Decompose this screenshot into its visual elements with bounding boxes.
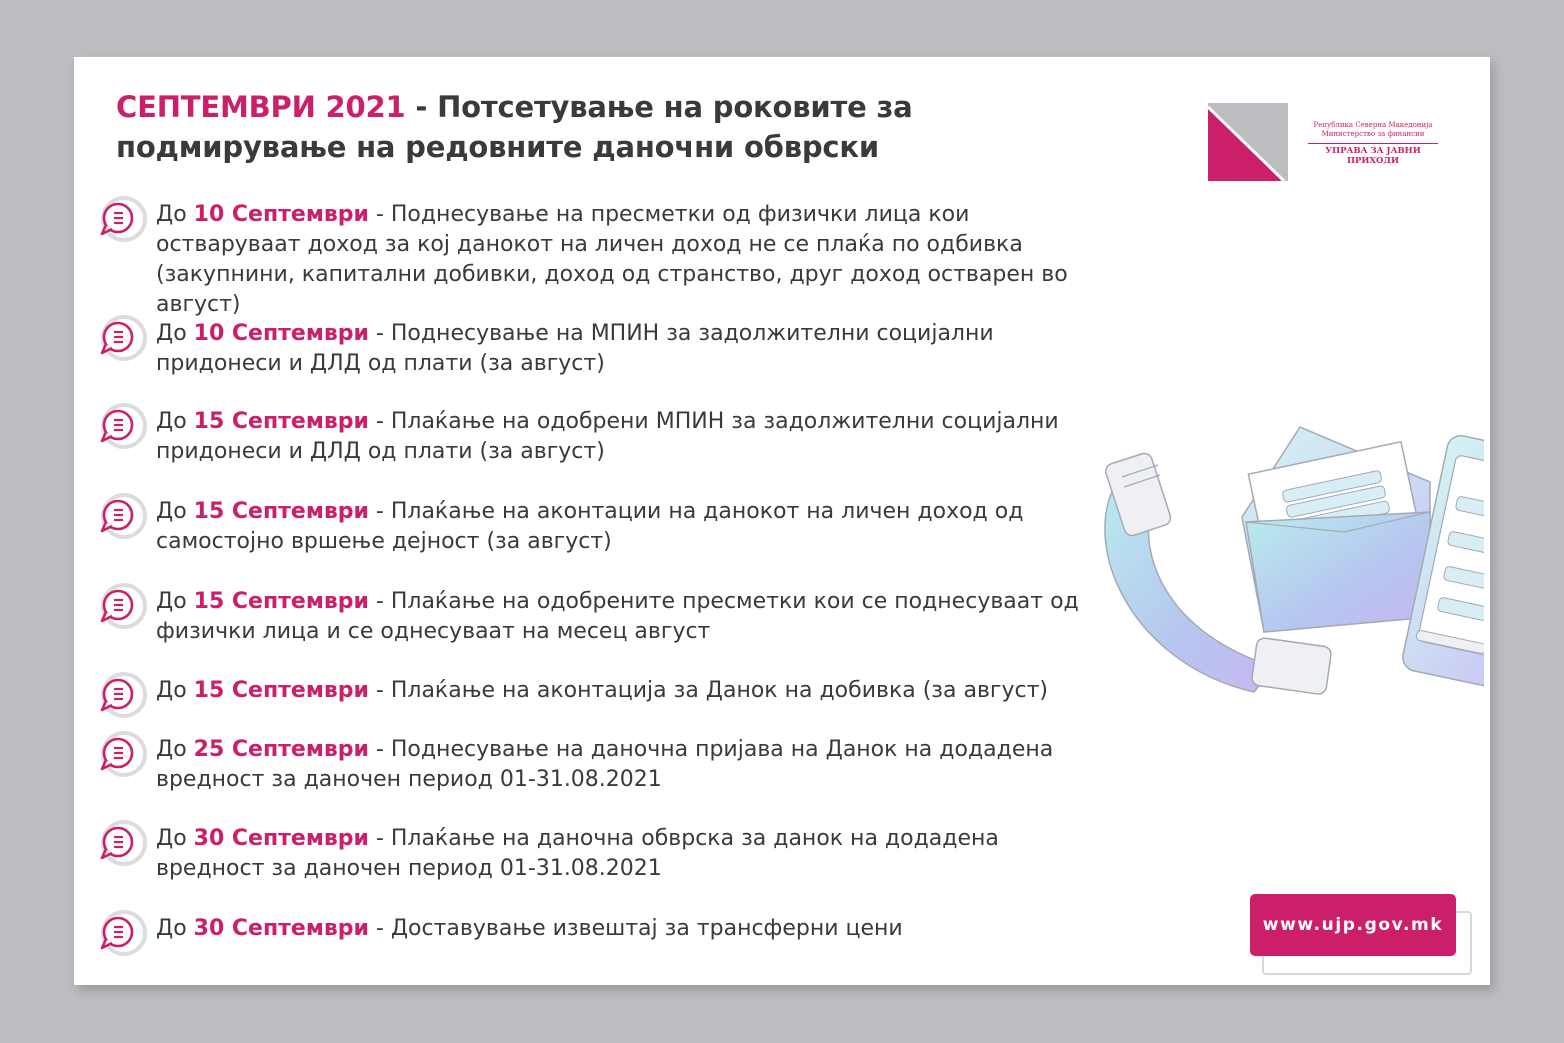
page-title bbox=[116, 87, 1016, 167]
deadline-description: - Плаќање на даночна обврска за данок на додадена вредност за даночен период 01-31.08.2021 bbox=[156, 826, 999, 881]
deadline-text bbox=[156, 587, 1106, 647]
deadline-description: - Плаќање на аконтации на данокот на личен доход од самостојно вршење дејност (за август) bbox=[156, 499, 1024, 554]
deadline-prefix: До bbox=[156, 321, 194, 346]
chat-bubble-icon bbox=[94, 727, 148, 781]
deadline-description: - Поднесување на пресметки од физички лица кои остваруваат доход за кој данокот на личен доход не се плаќа по одбивка (закупнини, капитални добивки, доход од странство, друг доход остварен во август) bbox=[156, 202, 1068, 317]
deadline-date: 15 Септември bbox=[193, 409, 369, 434]
deadline-date: 30 Септември bbox=[193, 826, 369, 851]
chat-bubble-icon bbox=[94, 579, 148, 633]
deadline-prefix: До bbox=[156, 737, 194, 762]
deadline-prefix: До bbox=[156, 409, 194, 434]
deadline-date: 15 Септември bbox=[193, 589, 369, 614]
deadline-date: 15 Септември bbox=[193, 678, 369, 703]
chat-bubble-icon bbox=[94, 192, 148, 246]
title-rest: - Потсетување на роковите за подмирување на редовните даночни обврски bbox=[116, 90, 913, 164]
deadline-description: - Плаќање на аконтација за Данок на добивка (за август) bbox=[368, 678, 1048, 703]
deadline-description: - Поднесување на даночна пријава на Данок на додадена вредност за даночен период 01-31.08.2021 bbox=[156, 737, 1054, 792]
deadline-date: 10 Септември bbox=[193, 321, 369, 346]
chat-bubble-icon bbox=[94, 816, 148, 870]
deadline-text bbox=[156, 319, 1106, 379]
chat-bubble-icon bbox=[94, 489, 148, 543]
deadline-prefix: До bbox=[156, 202, 194, 227]
chat-bubble-icon bbox=[94, 668, 148, 722]
chat-bubble-icon bbox=[94, 906, 148, 960]
deadline-text bbox=[156, 407, 1106, 467]
deadline-text bbox=[156, 497, 1106, 557]
deadline-prefix: До bbox=[156, 499, 194, 524]
deadline-date: 25 Септември bbox=[193, 737, 369, 762]
deadline-date: 30 Септември bbox=[193, 916, 369, 941]
deadline-text bbox=[156, 735, 1106, 795]
chat-bubble-icon bbox=[94, 311, 148, 365]
chat-bubble-icon bbox=[94, 399, 148, 453]
logo-ministry: Министерство за финансии bbox=[1321, 130, 1425, 138]
deadline-prefix: До bbox=[156, 678, 194, 703]
infographic-card bbox=[74, 57, 1490, 985]
deadline-text bbox=[156, 824, 1106, 884]
deadline-date: 10 Септември bbox=[193, 202, 369, 227]
deadline-text bbox=[156, 914, 1106, 944]
deadline-prefix: До bbox=[156, 826, 194, 851]
deadline-description: - Плаќање на одобрени МПИН за задолжителни социјални придонеси и ДЛД од плати (за август) bbox=[156, 409, 1059, 464]
deadline-description: - Плаќање на одобрените пресметки кои се поднесуваат од физички лица и се однесуваат на месец август bbox=[156, 589, 1079, 644]
logo-office: УПРАВА ЗА ЈАВНИ ПРИХОДИ bbox=[1308, 143, 1438, 166]
logo-country: Република Северна Македонија bbox=[1313, 121, 1433, 129]
contact-illustration bbox=[1084, 362, 1484, 697]
deadline-text bbox=[156, 676, 1106, 706]
website-link[interactable]: www.ujp.gov.mk bbox=[1250, 894, 1456, 956]
logo-text bbox=[1308, 121, 1438, 166]
deadline-prefix: До bbox=[156, 916, 194, 941]
title-accent: СЕПТЕМВРИ 2021 bbox=[116, 90, 406, 124]
deadline-date: 15 Септември bbox=[193, 499, 369, 524]
deadline-description: - Доставување извештај за трансферни цени bbox=[368, 916, 903, 941]
deadline-description: - Поднесување на МПИН за задолжителни социјални придонеси и ДЛД од плати (за август) bbox=[156, 321, 994, 376]
deadline-text bbox=[156, 200, 1106, 320]
deadline-prefix: До bbox=[156, 589, 194, 614]
envelope-icon bbox=[1242, 427, 1430, 632]
